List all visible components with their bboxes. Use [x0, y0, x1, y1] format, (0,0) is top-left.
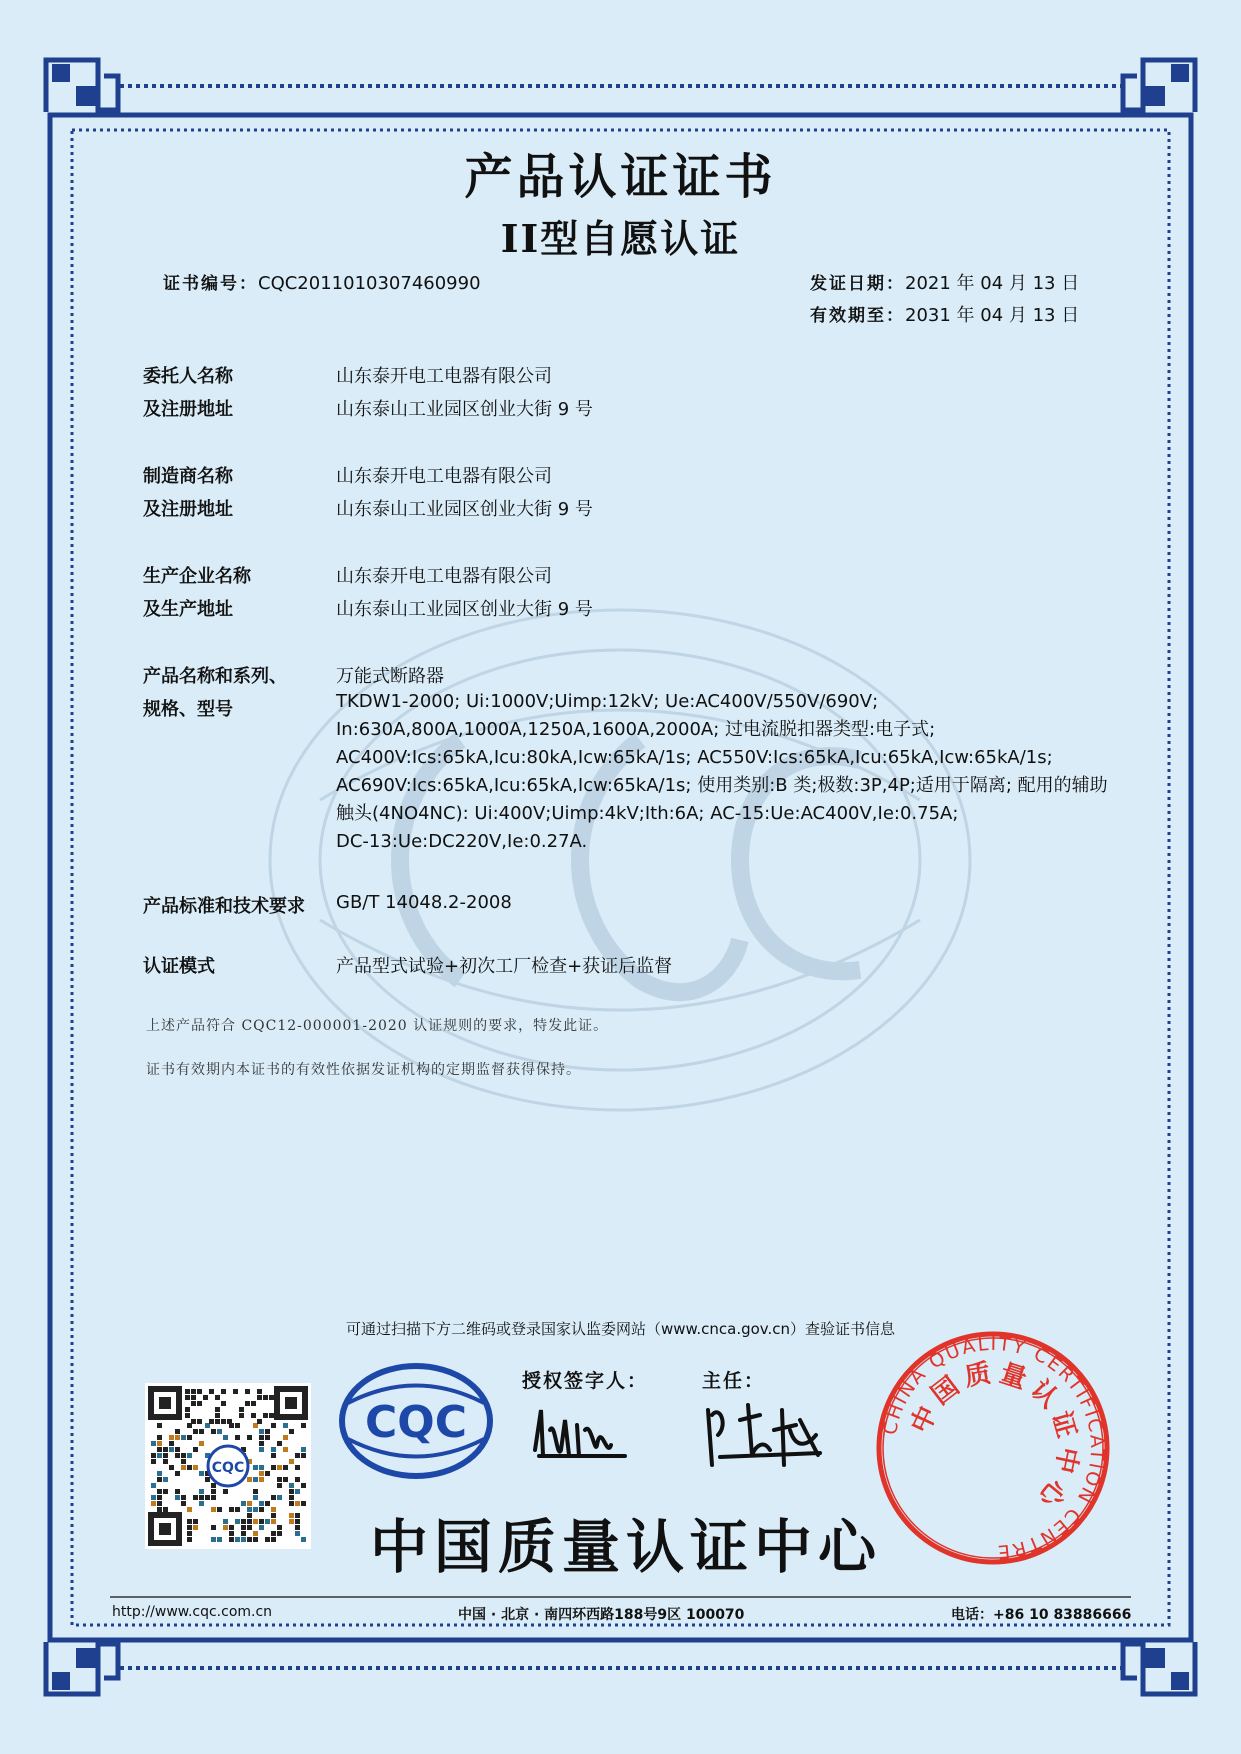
- factory-name: 山东泰开电工电器有限公司: [336, 566, 552, 587]
- standard-label: 产品标准和技术要求: [143, 896, 305, 917]
- qr-logo-text: CQC: [211, 1460, 245, 1476]
- factory-label-2: 及生产地址: [143, 599, 233, 620]
- certificate-subtitle: II型自愿认证: [500, 216, 741, 261]
- certificate-number: [163, 269, 481, 294]
- factory-address: 山东泰山工业园区创业大街 9 号: [336, 599, 593, 620]
- product-specifications: [336, 688, 1116, 856]
- expiry-date-value: 2031 年 04 月 13 日: [905, 305, 1080, 326]
- certificate-number-value: CQC2011010307460990: [258, 273, 481, 294]
- mode-label: 认证模式: [143, 956, 215, 977]
- spec-line: AC400V:Ics:65kA,Icu:80kA,Icw:65kA/1s; AC550V:Ics:65kA,Icu:65kA,Icw:65kA/1s;: [336, 747, 1053, 768]
- qr-code[interactable]: [145, 1383, 311, 1549]
- maker-label-2: 及注册地址: [143, 499, 233, 520]
- issue-date: [810, 269, 1079, 295]
- verification-instruction: 可通过扫描下方二维码或登录国家认监委网站（www.cnca.gov.cn）查验证书信息: [345, 1320, 896, 1338]
- certificate-title: 产品认证证书: [464, 149, 777, 205]
- expiry-date-label: 有效期至：: [810, 306, 905, 326]
- signatory-signature: [525, 1400, 645, 1470]
- director-signature: [700, 1395, 830, 1475]
- certificate-number-label: 证书编号：: [163, 274, 258, 294]
- director-label: 主任：: [702, 1370, 766, 1392]
- maker-label-1: 制造商名称: [143, 466, 233, 487]
- mode-value: 产品型式试验+初次工厂检查+获证后监督: [336, 956, 673, 977]
- client-label-2: 及注册地址: [143, 399, 233, 420]
- footer-address: 中国 · 北京 · 南四环西路188号9区 100070: [458, 1607, 745, 1623]
- footer-website[interactable]: http://www.cqc.com.cn: [112, 1604, 273, 1620]
- product-label-1: 产品名称和系列、: [143, 666, 287, 687]
- standard-value: GB/T 14048.2-2008: [336, 892, 512, 913]
- spec-line: AC690V:Ics:65kA,Icu:65kA,Icw:65kA/1s; 使用类别:B 类;极数:3P,4P;适用于隔离; 配用的辅助: [336, 775, 1108, 796]
- seal-english-text: CHINA QUALITY CERTIFICATION CENTRE: [878, 1332, 1109, 1564]
- official-seal: [875, 1330, 1111, 1566]
- signatory-label: 授权签字人：: [522, 1370, 649, 1392]
- note-line-1: 上述产品符合 CQC12-000001-2020 认证规则的要求，特发此证。: [146, 1018, 609, 1034]
- issue-date-label: 发证日期：: [810, 274, 905, 294]
- factory-label-1: 生产企业名称: [143, 566, 251, 587]
- maker-address: 山东泰山工业园区创业大街 9 号: [336, 499, 593, 520]
- footer-phone: 电话：+86 10 83886666: [951, 1607, 1132, 1623]
- expiry-date: [810, 301, 1079, 327]
- cqc-logo-text: CQC: [365, 1397, 467, 1448]
- issue-date-value: 2021 年 04 月 13 日: [905, 273, 1080, 294]
- product-label-2: 规格、型号: [143, 699, 233, 720]
- note-line-2: 证书有效期内本证书的有效性依据发证机构的定期监督获得保持。: [146, 1062, 581, 1078]
- spec-line: DC-13:Ue:DC220V,Ie:0.27A.: [336, 831, 588, 852]
- svg-text:中国质量认证中心: [905, 1357, 1083, 1517]
- spec-line: In:630A,800A,1000A,1250A,1600A,2000A; 过电流脱扣器类型:电子式;: [336, 719, 936, 740]
- product-name: 万能式断路器: [336, 666, 444, 687]
- maker-name: 山东泰开电工电器有限公司: [336, 466, 552, 487]
- client-address: 山东泰山工业园区创业大街 9 号: [336, 399, 593, 420]
- seal-chinese-text: 中国质量认证中心: [905, 1357, 1084, 1518]
- client-name: 山东泰开电工电器有限公司: [336, 366, 552, 387]
- spec-line: 触头(4NO4NC): Ui:400V;Uimp:4kV;Ith:6A; AC-15:Ue:AC400V,Ie:0.75A;: [336, 803, 959, 824]
- spec-line: TKDW1-2000; Ui:1000V;Uimp:12kV; Ue:AC400V/550V/690V;: [336, 691, 879, 712]
- cqc-logo: [338, 1363, 494, 1479]
- issuer-name: 中国质量认证中心: [370, 1513, 883, 1581]
- client-label-1: 委托人名称: [143, 366, 233, 387]
